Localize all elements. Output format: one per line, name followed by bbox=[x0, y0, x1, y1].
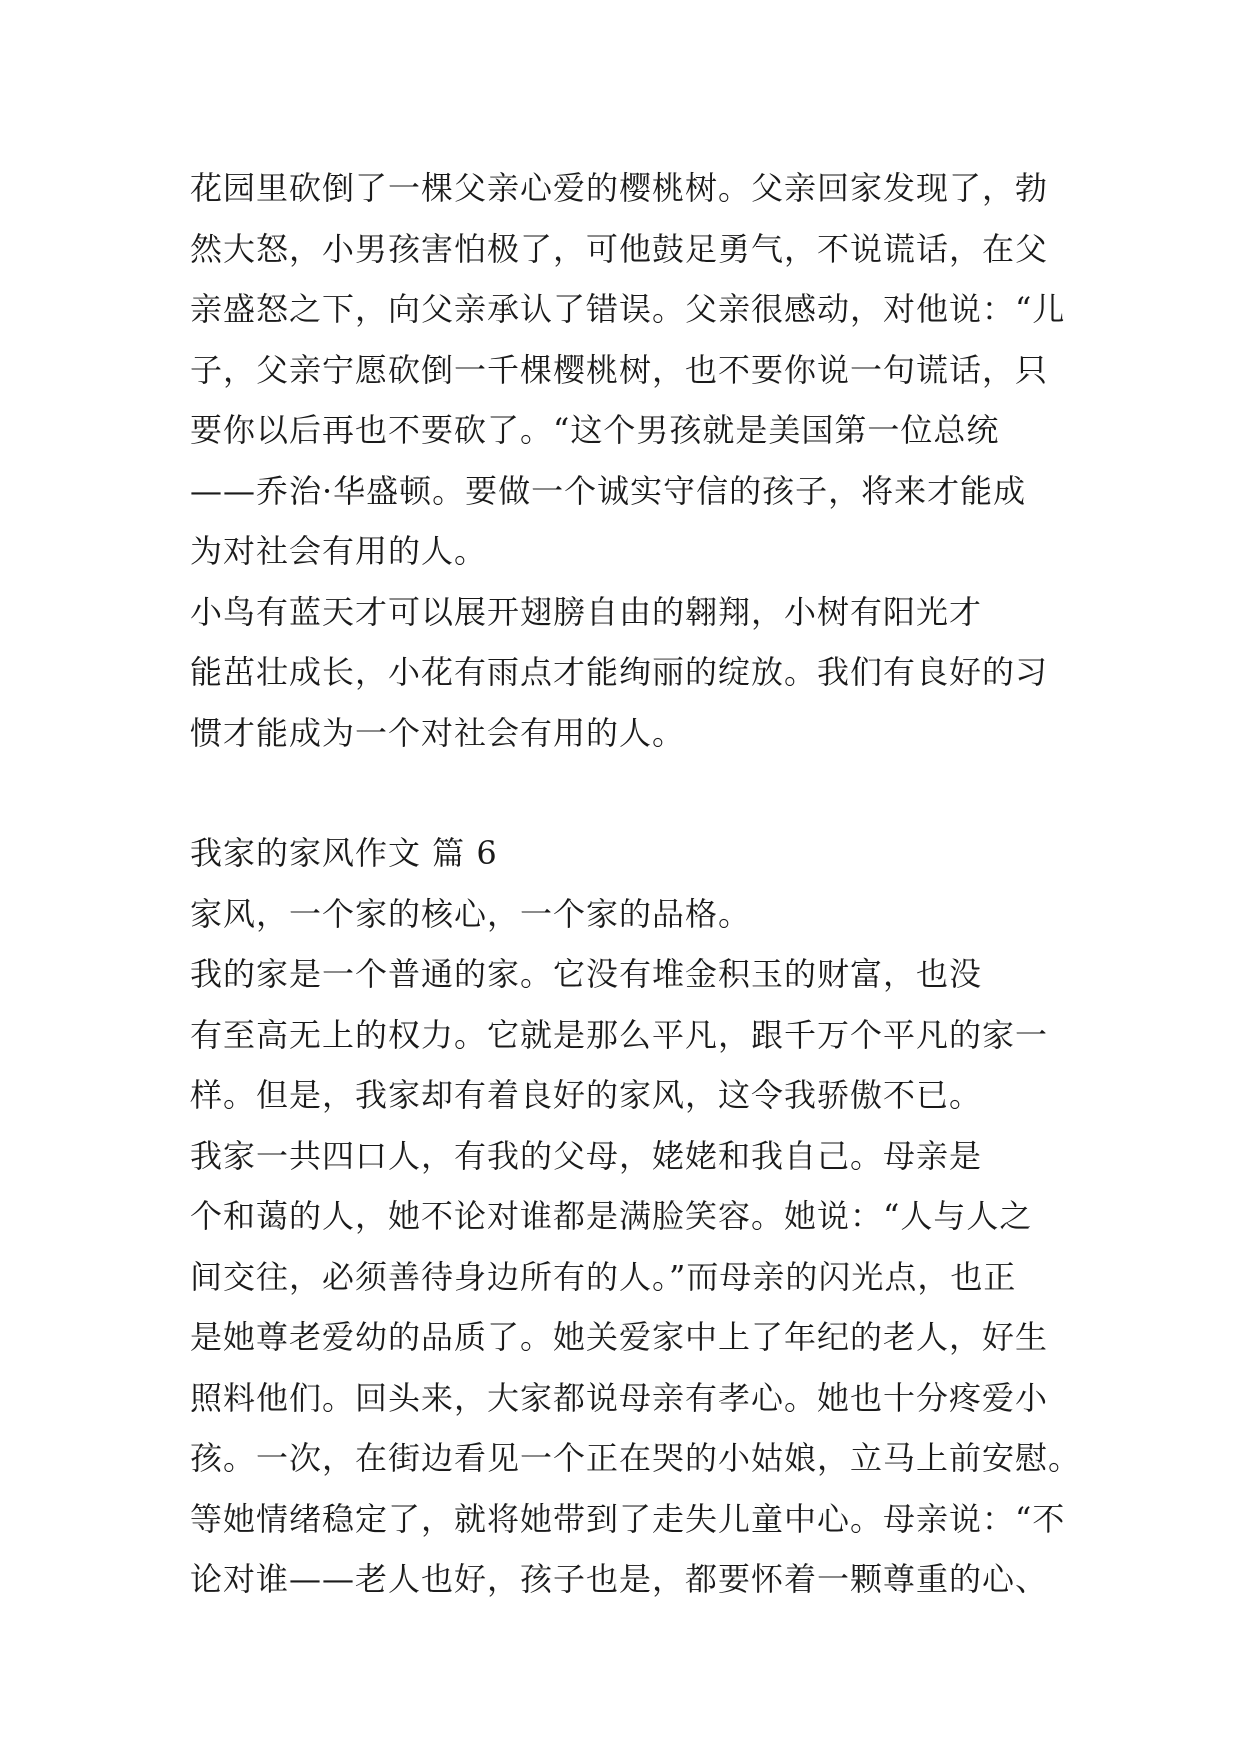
text-line: 有至高无上的权力。它就是那么平凡，跟千万个平凡的家一 bbox=[190, 1015, 1049, 1054]
text-line: 孩。一次，在街边看见一个正在哭的小姑娘，立马上前安慰。 bbox=[190, 1439, 1082, 1477]
text-line: 我的家是一个普通的家。它没有堆金积玉的财富，也没 bbox=[190, 955, 983, 993]
text-line: 子，父亲宁愿砍倒一千棵樱桃树，也不要你说一句谎话，只 bbox=[190, 350, 1049, 389]
text-line: 论对谁——老人也好，孩子也是，都要怀着一颗尊重的心、 bbox=[190, 1560, 1049, 1598]
section-heading: 我家的家风作文 篇 6 bbox=[190, 834, 498, 872]
section-gap bbox=[190, 763, 1050, 823]
text-line: 样。但是，我家却有着良好的家风，这令我骄傲不已。 bbox=[190, 1076, 983, 1114]
text-line: 是她尊老爱幼的品质了。她关爱家中上了年纪的老人，好生 bbox=[190, 1318, 1049, 1356]
text-line: 小鸟有蓝天才可以展开翅膀自由的翱翔，小树有阳光才 bbox=[190, 592, 983, 631]
text-line: 间交往，必须善待身边所有的人。”而母亲的闪光点，也正 bbox=[190, 1257, 1017, 1296]
text-line: 为对社会有用的人。 bbox=[190, 532, 488, 570]
text-line: ——乔治·华盛顿。要做一个诚实守信的孩子，将来才能成 bbox=[190, 471, 1027, 510]
document-body bbox=[190, 158, 1082, 1610]
text-line: 能茁壮成长，小花有雨点才能绚丽的绽放。我们有良好的习 bbox=[190, 653, 1049, 691]
text-line: 个和蔼的人，她不论对谁都是满脸笑容。她说：“人与人之 bbox=[190, 1197, 1033, 1235]
text-line: 惯才能成为一个对社会有用的人。 bbox=[190, 713, 686, 752]
text-line: 家风，一个家的核心，一个家的品格。 bbox=[190, 894, 752, 933]
text-line: 亲盛怒之下，向父亲承认了错误。父亲很感动，对他说：“儿 bbox=[190, 290, 1066, 328]
text-line: 照料他们。回头来，大家都说母亲有孝心。她也十分疼爱小 bbox=[190, 1378, 1049, 1417]
text-line: 等她情绪稳定了，就将她带到了走失儿童中心。母亲说：“不 bbox=[190, 1499, 1066, 1538]
text-line: 花园里砍倒了一棵父亲心爱的樱桃树。父亲回家发现了，勃 bbox=[190, 169, 1049, 207]
text-line: 然大怒，小男孩害怕极了，可他鼓足勇气，不说谎话，在父 bbox=[190, 229, 1049, 268]
text-line: 要你以后再也不要砍了。“这个男孩就是美国第一位总统 bbox=[190, 411, 1000, 449]
text-line: 我家一共四口人，有我的父母，姥姥和我自己。母亲是 bbox=[190, 1136, 983, 1175]
